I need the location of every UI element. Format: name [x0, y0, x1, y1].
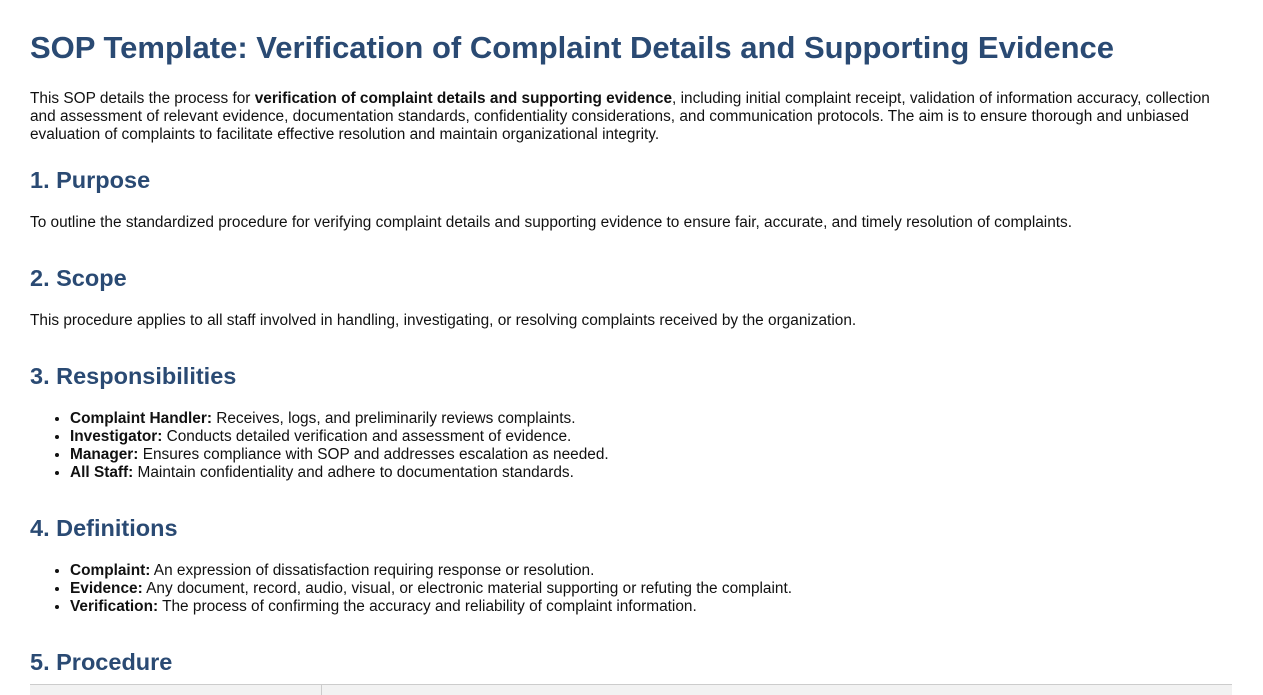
list-item	[70, 410, 1233, 428]
list-item-term: Complaint Handler:	[70, 410, 212, 427]
section-heading-procedure: 5. Procedure	[30, 649, 173, 675]
section-heading-scope: 2. Scope	[30, 265, 127, 291]
list-item	[70, 446, 1233, 464]
list-item	[70, 464, 1233, 482]
list-item-desc: Any document, record, audio, visual, or electronic material supporting or refuting the complaint.	[142, 580, 793, 597]
list-item	[70, 428, 1233, 446]
list-item-term: All Staff:	[70, 464, 134, 481]
list-item	[70, 580, 1233, 598]
section-heading-responsibilities: 3. Responsibilities	[30, 363, 237, 389]
list-item	[70, 562, 1233, 580]
responsibilities-list	[30, 410, 1233, 482]
list-item-desc: Maintain confidentiality and adhere to documentation standards.	[133, 464, 574, 481]
page-title: SOP Template: Verification of Complaint Details and Supporting Evidence	[30, 30, 1115, 65]
list-item-term: Verification:	[70, 598, 159, 615]
section-heading-definitions: 4. Definitions	[30, 515, 178, 541]
procedure-table-column-divider	[321, 685, 322, 695]
list-item-term: Complaint:	[70, 562, 151, 579]
list-item-term: Investigator:	[70, 428, 163, 445]
section-text-scope: This procedure applies to all staff involved in handling, investigating, or resolving complaints received by the organization.	[30, 312, 857, 329]
list-item-term: Manager:	[70, 446, 139, 463]
list-item-term: Evidence:	[70, 580, 143, 597]
list-item-desc: Receives, logs, and preliminarily reviews complaints.	[211, 410, 576, 427]
procedure-table-top	[30, 684, 1232, 695]
list-item	[70, 598, 1233, 616]
intro-paragraph	[30, 90, 1233, 144]
section-heading-purpose: 1. Purpose	[30, 167, 151, 193]
intro-text-before: This SOP details the process for	[30, 90, 255, 107]
intro-text-bold: verification of complaint details and supporting evidence	[254, 90, 673, 107]
list-item-desc: The process of confirming the accuracy and reliability of complaint information.	[158, 598, 697, 615]
definitions-list	[30, 562, 1233, 616]
list-item-desc: Conducts detailed verification and assessment of evidence.	[162, 428, 572, 445]
section-text-purpose: To outline the standardized procedure for verifying complaint details and supporting evidence to ensure fair, accurate, and timely resolution of complaints.	[30, 214, 1073, 231]
intro-text-after: , including initial complaint receipt, validation of information accuracy, collection and assessment of relevant evidence, documentation standards, confidentiality considerations, and communication protocols. The aim is to ensure thorough and unbiased evaluation of complaints to facilitate effective resolution and maintain organizational integrity.	[30, 90, 1210, 143]
list-item-desc: Ensures compliance with SOP and addresses escalation as needed.	[138, 446, 609, 463]
list-item-desc: An expression of dissatisfaction requiring response or resolution.	[150, 562, 595, 579]
